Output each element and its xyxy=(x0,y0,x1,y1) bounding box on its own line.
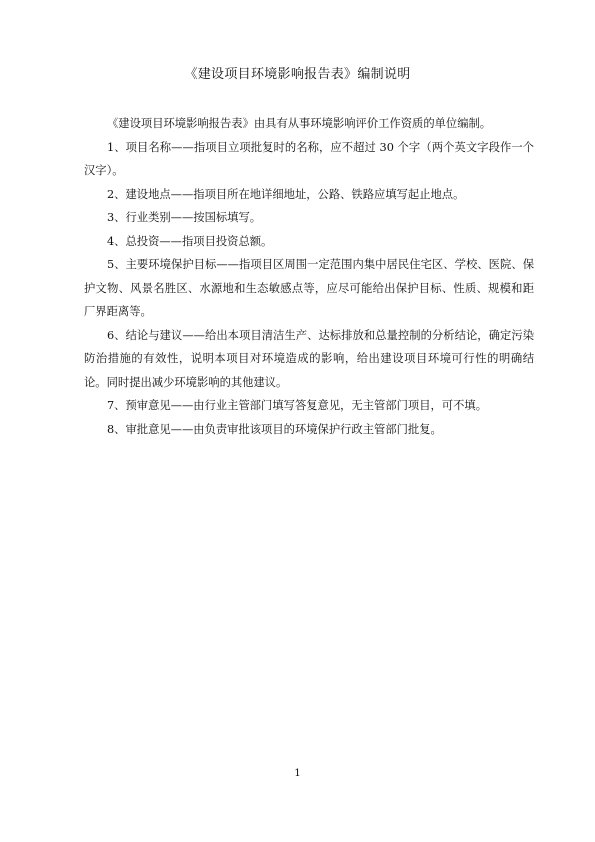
item-industry-category: 3、行业类别——按国标填写。 xyxy=(107,211,262,224)
item-project-name: 1、项目名称——指项目立项批复时的名称，应不超过 30 个字（两个英文字段作一个汉字）。 xyxy=(84,140,534,177)
item-conclusions: 6、结论与建议——给出本项目清洁生产、达标排放和总量控制的分析结论，确定污染防治措施的有效性，说明本项目对环境造成的影响，给出建设项目环境可行性的明确结论。同时提出减少环境影响的其他建议。 xyxy=(84,328,534,389)
item-construction-site: 2、建设地点——指项目所在地详细地址，公路、铁路应填写起止地点。 xyxy=(107,187,465,201)
page-title: 《建设项目环境影响报告表》编制说明 xyxy=(184,67,411,82)
page-number: 1 xyxy=(294,768,301,779)
item-preliminary-review: 7、预审意见——由行业主管部门填写答复意见，无主管部门项目，可不填。 xyxy=(107,399,487,412)
item-protection-targets: 5、主要环境保护目标——指项目区周围一定范围内集中居民住宅区、学校、医院、保护文物、风景名胜区、水源地和生态敏感点等，应尽可能给出保护目标、性质、规模和距厂界距离等。 xyxy=(84,258,534,318)
document-body xyxy=(84,112,534,441)
item-approval-opinion: 8、审批意见——由负责审批该项目的环境保护行政主管部门批复。 xyxy=(107,422,442,436)
intro-paragraph: 《建设项目环境影响报告表》由具有从事环境影响评价工作资质的单位编制。 xyxy=(107,117,492,130)
item-total-investment: 4、总投资——指项目投资总额。 xyxy=(107,234,273,248)
